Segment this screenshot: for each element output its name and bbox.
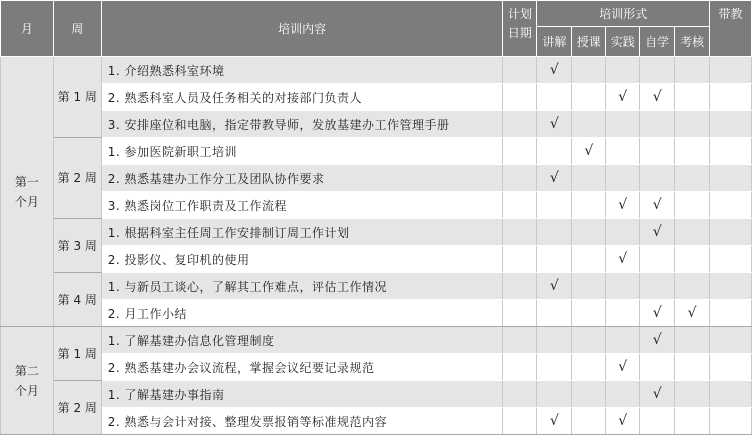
form-check-cell [537, 327, 572, 354]
mentor-cell [710, 354, 752, 381]
form-check-cell [640, 192, 675, 219]
plan-date-cell [503, 408, 537, 435]
form-check-cell [537, 381, 572, 408]
form-check-cell [675, 273, 710, 300]
form-check-cell [606, 408, 640, 435]
form-check-cell [640, 138, 675, 165]
form-check-cell [572, 111, 606, 138]
form-check-cell [572, 273, 606, 300]
form-check-cell [640, 111, 675, 138]
check-mark-icon: √ [549, 413, 559, 429]
plan-date-cell [503, 246, 537, 273]
check-mark-icon: √ [584, 143, 594, 159]
plan-date-header [503, 1, 537, 57]
form-check-cell [572, 84, 606, 111]
check-mark-icon: √ [618, 89, 628, 105]
form-check-cell [537, 84, 572, 111]
form-check-cell [537, 246, 572, 273]
check-mark-icon: √ [618, 413, 628, 429]
form-check-cell [675, 165, 710, 192]
training-content: 2. 熟悉与会计对接、整理发票报销等标准规范内容 [101, 408, 503, 435]
form-check-cell [606, 219, 640, 246]
check-mark-icon: √ [549, 278, 559, 294]
form-check-cell [640, 300, 675, 327]
form-check-cell [537, 354, 572, 381]
form-check-cell [572, 246, 606, 273]
form-check-cell [537, 408, 572, 435]
form-check-cell [640, 381, 675, 408]
form-check-cell [640, 273, 675, 300]
table-body [1, 57, 752, 435]
table-row [1, 246, 752, 273]
plan-date-cell [503, 219, 537, 246]
check-mark-icon: √ [618, 197, 628, 213]
check-mark-icon: √ [652, 332, 662, 348]
form-check-cell [572, 57, 606, 84]
check-mark-icon: √ [652, 386, 662, 402]
form-check-cell [675, 192, 710, 219]
mentor-cell [710, 381, 752, 408]
training-content: 3. 熟悉岗位工作职责及工作流程 [101, 192, 503, 219]
training-content: 1. 与新员工谈心，了解其工作难点，评估工作情况 [101, 273, 503, 300]
form-check-cell [675, 219, 710, 246]
training-content: 1. 了解基建办信息化管理制度 [101, 327, 503, 354]
week-label: 第 4 周 [53, 273, 101, 327]
mentor-header: 带教 [710, 1, 752, 57]
form-check-cell [606, 138, 640, 165]
form-check-cell [606, 327, 640, 354]
form-check-cell [640, 408, 675, 435]
mentor-cell [710, 192, 752, 219]
form-check-cell [606, 192, 640, 219]
mentor-cell [710, 273, 752, 300]
form-check-cell [572, 138, 606, 165]
month-cell [1, 57, 54, 327]
form-check-cell [537, 300, 572, 327]
form-check-cell [675, 57, 710, 84]
training-content: 1. 介绍熟悉科室环境 [101, 57, 503, 84]
form-check-cell [537, 138, 572, 165]
table-row [1, 273, 752, 300]
training-content: 1. 了解基建办事指南 [101, 381, 503, 408]
form-check-cell [675, 327, 710, 354]
training-content: 2. 熟悉科室人员及任务相关的对接部门负责人 [101, 84, 503, 111]
form-check-cell [537, 57, 572, 84]
table-row [1, 84, 752, 111]
training-content: 2. 熟悉基建办工作分工及团队协作要求 [101, 165, 503, 192]
plan-date-cell [503, 354, 537, 381]
form-check-cell [606, 111, 640, 138]
table-row [1, 165, 752, 192]
table-row [1, 327, 752, 354]
check-mark-icon: √ [652, 224, 662, 240]
plan-date-cell [503, 84, 537, 111]
check-mark-icon: √ [618, 251, 628, 267]
mentor-cell [710, 408, 752, 435]
form-check-cell [640, 327, 675, 354]
check-mark-icon: √ [652, 197, 662, 213]
form-check-cell [675, 408, 710, 435]
check-mark-icon: √ [549, 116, 559, 132]
table-row [1, 354, 752, 381]
mentor-cell [710, 138, 752, 165]
content-header: 培训内容 [101, 1, 503, 57]
table-row [1, 111, 752, 138]
form-type-header: 讲解 [537, 27, 572, 57]
form-check-cell [640, 57, 675, 84]
week-header: 周 [53, 1, 101, 57]
mentor-cell [710, 57, 752, 84]
form-check-cell [606, 84, 640, 111]
form-check-cell [640, 165, 675, 192]
table-row [1, 408, 752, 435]
form-check-cell [675, 300, 710, 327]
table-row [1, 381, 752, 408]
check-mark-icon: √ [687, 305, 697, 321]
week-label: 第 2 周 [53, 381, 101, 435]
mentor-cell [710, 84, 752, 111]
form-check-cell [606, 381, 640, 408]
check-mark-icon: √ [618, 359, 628, 375]
plan-date-header-line1: 计划 [507, 7, 532, 21]
plan-date-cell [503, 138, 537, 165]
month-cell [1, 327, 54, 435]
form-check-cell [572, 381, 606, 408]
table-row [1, 57, 752, 84]
form-check-cell [675, 138, 710, 165]
form-check-cell [537, 219, 572, 246]
plan-date-cell [503, 57, 537, 84]
table-header [1, 1, 752, 57]
form-check-cell [537, 111, 572, 138]
table-row [1, 192, 752, 219]
training-content: 1. 参加医院新职工培训 [101, 138, 503, 165]
plan-date-cell [503, 165, 537, 192]
form-check-cell [537, 192, 572, 219]
mentor-cell [710, 219, 752, 246]
form-check-cell [606, 300, 640, 327]
week-label: 第 1 周 [53, 327, 101, 381]
mentor-cell [710, 111, 752, 138]
forms-header: 培训形式 [537, 1, 710, 27]
training-content: 2. 投影仪、复印机的使用 [101, 246, 503, 273]
form-check-cell [675, 381, 710, 408]
month-label-line2: 个月 [14, 383, 39, 398]
table-row [1, 300, 752, 327]
form-check-cell [640, 246, 675, 273]
table-row [1, 138, 752, 165]
check-mark-icon: √ [652, 89, 662, 105]
form-check-cell [572, 408, 606, 435]
month-label-line1: 第一 [14, 174, 39, 189]
month-label-line2: 个月 [14, 194, 39, 209]
training-content: 3. 安排座位和电脑，指定带教导师，发放基建办工作管理手册 [101, 111, 503, 138]
form-check-cell [640, 354, 675, 381]
form-type-header: 实践 [606, 27, 640, 57]
form-check-cell [606, 246, 640, 273]
form-type-header: 自学 [640, 27, 675, 57]
form-check-cell [675, 354, 710, 381]
plan-date-cell [503, 273, 537, 300]
plan-date-cell [503, 300, 537, 327]
form-check-cell [572, 300, 606, 327]
form-check-cell [675, 84, 710, 111]
form-type-header: 授课 [572, 27, 606, 57]
form-check-cell [572, 192, 606, 219]
check-mark-icon: √ [549, 62, 559, 78]
form-check-cell [606, 165, 640, 192]
plan-date-cell [503, 192, 537, 219]
check-mark-icon: √ [549, 170, 559, 186]
month-label-line1: 第二 [14, 363, 39, 378]
mentor-cell [710, 327, 752, 354]
form-check-cell [572, 327, 606, 354]
training-content: 1. 根据科室主任周工作安排制订周工作计划 [101, 219, 503, 246]
form-check-cell [675, 111, 710, 138]
plan-date-header-line2: 日期 [507, 26, 532, 40]
training-content: 2. 熟悉基建办会议流程，掌握会议纪要记录规范 [101, 354, 503, 381]
form-check-cell [675, 246, 710, 273]
mentor-cell [710, 165, 752, 192]
plan-date-cell [503, 381, 537, 408]
week-label: 第 3 周 [53, 219, 101, 273]
check-mark-icon: √ [652, 305, 662, 321]
form-check-cell [572, 354, 606, 381]
table-row [1, 219, 752, 246]
form-check-cell [606, 57, 640, 84]
plan-date-cell [503, 327, 537, 354]
training-content: 2. 月工作小结 [101, 300, 503, 327]
mentor-cell [710, 246, 752, 273]
form-check-cell [606, 354, 640, 381]
week-label: 第 2 周 [53, 138, 101, 219]
form-check-cell [572, 219, 606, 246]
plan-date-cell [503, 111, 537, 138]
form-check-cell [537, 165, 572, 192]
form-check-cell [640, 219, 675, 246]
week-label: 第 1 周 [53, 57, 101, 138]
form-check-cell [606, 273, 640, 300]
form-type-header: 考核 [675, 27, 710, 57]
form-check-cell [640, 84, 675, 111]
mentor-cell [710, 300, 752, 327]
form-check-cell [537, 273, 572, 300]
form-check-cell [572, 165, 606, 192]
month-header: 月 [1, 1, 54, 57]
